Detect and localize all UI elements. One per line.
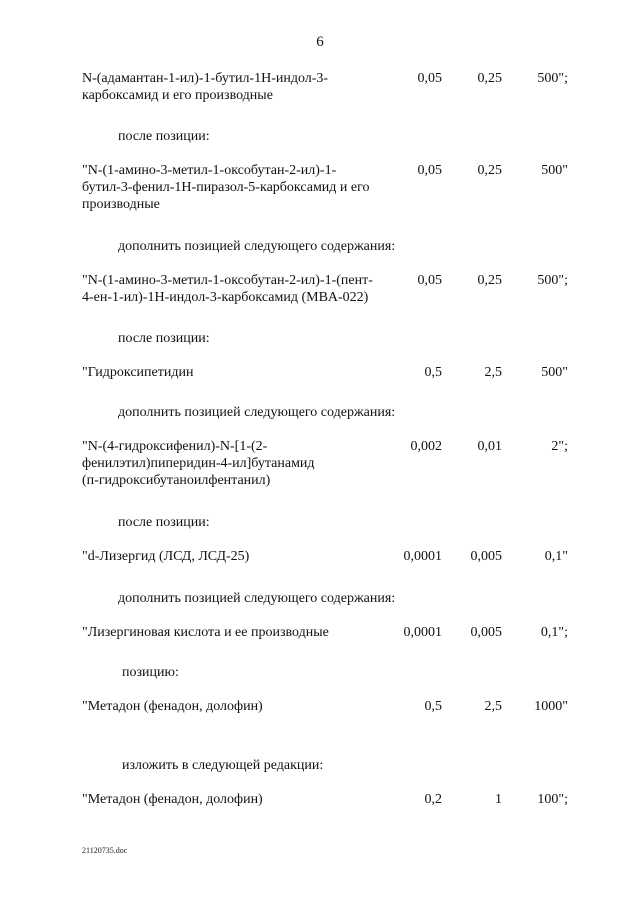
substance-name-line: производные: [82, 197, 160, 212]
value-v3: 500": [541, 365, 568, 380]
value-v1: 0,0001: [403, 625, 442, 640]
substance-name: [82, 698, 402, 715]
file-name-footer: 21120735.doc: [82, 846, 128, 855]
value-v1: 0,002: [410, 439, 442, 454]
substance-name: [82, 624, 402, 641]
value-v2: 0,25: [477, 71, 502, 86]
value-v1: 0,5: [424, 365, 442, 380]
value-v3: 500": [541, 163, 568, 178]
value-v3: 100";: [537, 792, 568, 807]
substance-name: [82, 70, 402, 104]
instruction-text: дополнить позицией следующего содержания:: [118, 405, 396, 420]
substance-name: [82, 548, 402, 565]
value-v2: 2,5: [484, 699, 502, 714]
value-v3: 500";: [537, 71, 568, 86]
value-v1: 0,05: [417, 163, 442, 178]
substance-name-line: "Гидроксипетидин: [82, 365, 194, 380]
substance-name: [82, 272, 412, 306]
substance-name-line: 4-ен-1-ил)-1H-индол-3-карбоксамид (MBA-022): [82, 290, 369, 305]
value-v2: 0,005: [470, 549, 502, 564]
substance-name: [82, 162, 402, 213]
value-v2: 1: [495, 792, 502, 807]
substance-name: [82, 438, 402, 489]
value-v1: 0,5: [424, 699, 442, 714]
page-number: 6: [316, 34, 324, 50]
instruction-text: после позиции:: [118, 331, 210, 346]
value-v1: 0,2: [424, 792, 442, 807]
value-v2: 0,01: [477, 439, 502, 454]
instruction-text: позицию:: [122, 665, 179, 680]
value-v3: 2";: [551, 439, 568, 454]
substance-name-line: фенилэтил)пиперидин-4-ил]бутанамид: [82, 456, 315, 471]
value-v2: 0,005: [470, 625, 502, 640]
value-v1: 0,05: [417, 273, 442, 288]
substance-name-line: карбоксамид и его производные: [82, 88, 273, 103]
value-v2: 0,25: [477, 273, 502, 288]
substance-name-line: бутил-3-фенил-1H-пиразол-5-карбоксамид и его: [82, 180, 370, 195]
instruction-text: после позиции:: [118, 129, 210, 144]
value-v3: 0,1": [544, 549, 568, 564]
substance-name-line: "Метадон (фенадон, долофин): [82, 792, 263, 807]
instruction-text: после позиции:: [118, 515, 210, 530]
instruction-text: изложить в следующей редакции:: [122, 758, 324, 773]
instruction-text: дополнить позицией следующего содержания:: [118, 591, 396, 606]
value-v1: 0,0001: [403, 549, 442, 564]
substance-name-line: "Метадон (фенадон, долофин): [82, 699, 263, 714]
value-v1: 0,05: [417, 71, 442, 86]
value-v2: 2,5: [484, 365, 502, 380]
substance-name-line: "N-(4-гидроксифенил)-N-[1-(2-: [82, 439, 268, 454]
substance-name-line: (п-гидроксибутаноилфентанил): [82, 473, 271, 488]
substance-name-line: "N-(1-амино-3-метил-1-оксобутан-2-ил)-1-(пент-: [82, 273, 373, 288]
value-v3: 500";: [537, 273, 568, 288]
substance-name-line: N-(адамантан-1-ил)-1-бутил-1H-индол-3-: [82, 71, 329, 86]
value-v3: 1000": [534, 699, 568, 714]
substance-name-line: "N-(1-амино-3-метил-1-оксобутан-2-ил)-1-: [82, 163, 337, 178]
substance-name-line: "Лизергиновая кислота и ее производные: [82, 625, 329, 640]
substance-name-line: "d-Лизергид (ЛСД, ЛСД-25): [82, 549, 250, 564]
value-v3: 0,1";: [540, 625, 568, 640]
instruction-text: дополнить позицией следующего содержания:: [118, 239, 396, 254]
substance-name: [82, 364, 402, 381]
substance-name: [82, 791, 402, 808]
value-v2: 0,25: [477, 163, 502, 178]
